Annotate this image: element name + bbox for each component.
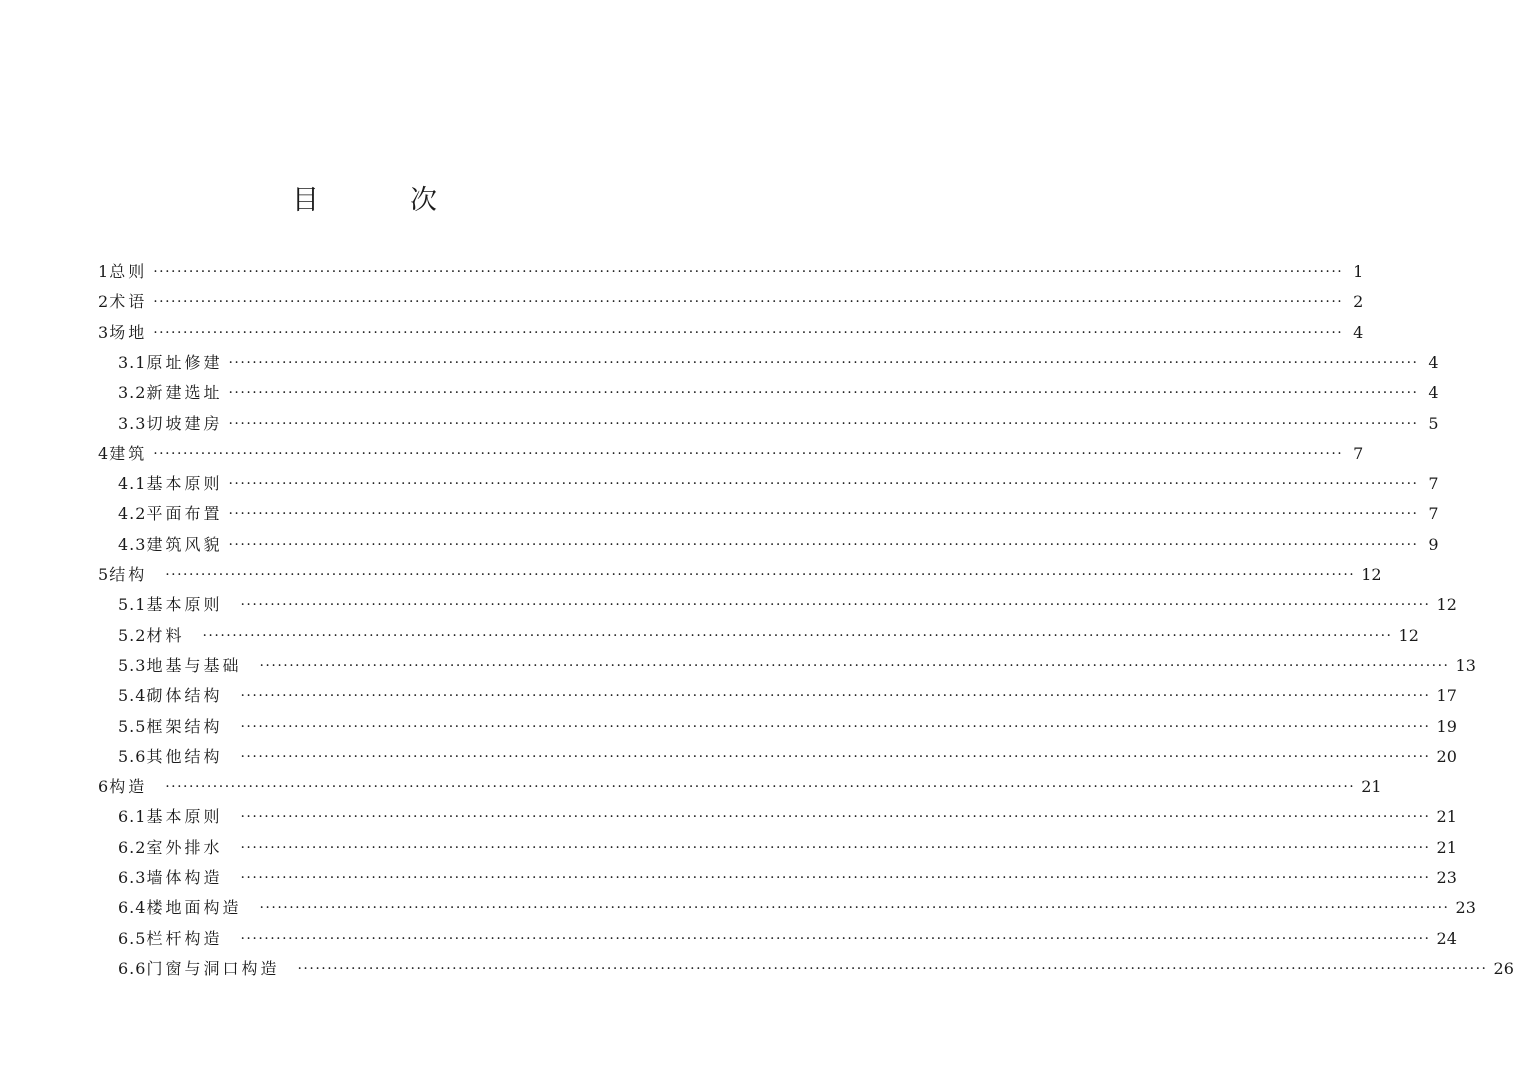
toc-entry-title: 建筑风貌	[146, 534, 223, 554]
toc-entry-page: 26	[1493, 958, 1514, 978]
toc-leader-dots: ········································································································································································································	[165, 779, 1356, 796]
toc-entry-title: 室外排水	[146, 837, 223, 857]
toc-entry[interactable]	[118, 863, 1457, 893]
toc-entry[interactable]	[118, 954, 1514, 984]
toc-entry-number: 6.6	[118, 958, 147, 978]
toc-entry-number: 4.3	[118, 534, 147, 554]
toc-entry-title: 结构	[109, 565, 148, 584]
toc-entry-page: 1	[1353, 262, 1364, 281]
toc-entry-page: 24	[1436, 928, 1457, 948]
toc-entry-number: 5.4	[118, 686, 147, 706]
toc-leader-dots: ········································································································································································································	[240, 839, 1431, 856]
toc-leader-dots: ········································································································································································································	[228, 385, 1419, 402]
toc-entry-title: 材料	[146, 625, 185, 645]
toc-leader-dots: ········································································································································································································	[228, 354, 1419, 371]
toc-entry[interactable]	[118, 348, 1439, 378]
toc-entry-page: 12	[1436, 595, 1457, 615]
toc-entry[interactable]	[98, 439, 1364, 469]
toc-leader-dots: ········································································································································································································	[153, 324, 1344, 341]
toc-leader-dots: ········································································································································································································	[228, 476, 1419, 493]
toc-entry-page: 4	[1428, 352, 1439, 372]
toc-entry-title: 切坡建房	[146, 413, 223, 433]
toc-entry[interactable]	[98, 287, 1364, 317]
toc-leader-dots: ········································································································································································································	[259, 657, 1450, 674]
toc-leader-dots: ········································································································································································································	[240, 748, 1431, 765]
toc-entry[interactable]	[118, 924, 1457, 954]
toc-entry-title: 新建选址	[146, 383, 223, 403]
toc-entry-page: 21	[1436, 837, 1457, 857]
toc-entry-page: 23	[1455, 898, 1476, 918]
toc-entry-number: 3.1	[118, 352, 147, 372]
toc-entry-page: 19	[1436, 716, 1457, 736]
toc-entry[interactable]	[118, 621, 1419, 651]
toc-entry-number: 5.6	[118, 746, 147, 766]
toc-entry-title: 总则	[109, 262, 148, 281]
toc-entry[interactable]	[98, 257, 1364, 287]
toc-entry[interactable]	[118, 499, 1439, 529]
toc-entry-number: 5.3	[118, 655, 147, 675]
toc-entry-page: 4	[1353, 322, 1364, 342]
toc-entry-page: 4	[1428, 383, 1439, 403]
toc-entry-number: 6.3	[118, 868, 147, 887]
toc-entry-title: 原址修建	[146, 352, 223, 372]
toc-entry[interactable]	[118, 893, 1476, 923]
toc-entry-title: 墙体构造	[146, 868, 223, 887]
toc-entry-page: 13	[1455, 655, 1476, 675]
toc-entry-page: 7	[1353, 443, 1364, 463]
toc-entry[interactable]	[98, 318, 1364, 348]
toc-entry-page: 20	[1436, 746, 1457, 766]
toc-leader-dots: ········································································································································································································	[153, 294, 1344, 311]
toc-entry-number: 6.1	[118, 807, 147, 827]
toc-leader-dots: ········································································································································································································	[240, 688, 1431, 705]
toc-entry-title: 基本原则	[146, 474, 223, 494]
toc-entry-number: 5	[98, 565, 110, 584]
toc-leader-dots: ········································································································································································································	[240, 718, 1431, 735]
toc-entry-number: 5.1	[118, 595, 147, 615]
toc-entry-page: 5	[1428, 413, 1439, 433]
toc-entry[interactable]	[118, 712, 1457, 742]
toc-leader-dots: ········································································································································································································	[228, 415, 1419, 432]
toc-entry-number: 3.3	[118, 413, 147, 433]
toc-entry[interactable]	[118, 742, 1457, 772]
toc-entry-title: 砌体结构	[146, 686, 223, 706]
toc-entry-number: 5.2	[118, 625, 147, 645]
toc-entry-title: 场地	[109, 322, 148, 342]
toc-entry-title: 其他结构	[146, 746, 223, 766]
toc-entry-title: 基本原则	[146, 595, 223, 615]
toc-leader-dots: ········································································································································································································	[240, 870, 1431, 886]
toc-entry-number: 2	[98, 292, 110, 312]
toc-entry-number: 5.5	[118, 716, 147, 736]
toc-entry-number: 3.2	[118, 383, 147, 403]
toc-entry-number: 6.4	[118, 898, 147, 918]
toc-entry-title: 术语	[109, 292, 148, 312]
toc-entry[interactable]	[118, 651, 1476, 681]
toc-entry-title: 建筑	[109, 443, 148, 463]
toc-leader-dots: ········································································································································································································	[202, 627, 1393, 644]
page-title: 目 次	[292, 185, 469, 216]
toc-entry-page: 12	[1361, 565, 1382, 584]
toc-entry[interactable]	[98, 772, 1382, 802]
toc-leader-dots: ········································································································································································································	[228, 536, 1419, 553]
toc-entry-page: 7	[1428, 504, 1439, 524]
toc-entry-page: 17	[1436, 686, 1457, 706]
toc-entry[interactable]	[118, 469, 1439, 499]
toc-entry-number: 6.5	[118, 928, 147, 948]
toc-entry[interactable]	[118, 833, 1457, 863]
toc-leader-dots: ········································································································································································································	[228, 506, 1419, 523]
toc-entry-title: 框架结构	[146, 716, 223, 736]
toc-leader-dots: ········································································································································································································	[165, 567, 1356, 583]
toc-entry[interactable]	[98, 560, 1382, 590]
toc-leader-dots: ········································································································································································································	[153, 264, 1344, 280]
toc-entry-page: 9	[1428, 534, 1439, 554]
toc-entry-number: 4.2	[118, 504, 147, 524]
toc-entry-page: 21	[1361, 777, 1382, 797]
toc-entry-title: 楼地面构造	[146, 898, 242, 918]
toc-entry-title: 平面布置	[146, 504, 223, 524]
toc-entry-title: 门窗与洞口构造	[146, 958, 280, 978]
toc-leader-dots: ········································································································································································································	[297, 960, 1488, 977]
toc-entry[interactable]	[118, 378, 1439, 408]
toc-entry-title: 基本原则	[146, 807, 223, 827]
toc-entry-number: 1	[98, 262, 110, 281]
toc-leader-dots: ········································································································································································································	[240, 930, 1431, 947]
toc-entry[interactable]	[118, 530, 1439, 560]
toc-entry-number: 3	[98, 322, 110, 342]
toc-entry-page: 12	[1398, 625, 1419, 645]
toc-entry-page: 2	[1353, 292, 1364, 312]
toc-leader-dots: ········································································································································································································	[259, 900, 1450, 917]
toc-entry-page: 23	[1436, 868, 1457, 887]
toc-entry[interactable]	[118, 681, 1457, 711]
toc-entry-page: 21	[1436, 807, 1457, 827]
toc-entry-page: 7	[1428, 474, 1439, 494]
toc-entry[interactable]	[118, 409, 1439, 439]
toc-entry-title: 地基与基础	[146, 655, 242, 675]
toc-leader-dots: ········································································································································································································	[240, 809, 1431, 826]
toc-entry-title: 栏杆构造	[146, 928, 223, 948]
toc-entry-title: 构造	[109, 777, 148, 797]
toc-entry-number: 6.2	[118, 837, 147, 857]
toc-entry-number: 6	[98, 777, 110, 797]
toc-entry[interactable]	[118, 590, 1457, 620]
toc-entry-number: 4	[98, 443, 110, 463]
toc-leader-dots: ········································································································································································································	[153, 445, 1344, 462]
toc-leader-dots: ········································································································································································································	[240, 597, 1431, 614]
toc-entry-number: 4.1	[118, 474, 147, 494]
toc-entry[interactable]	[118, 802, 1457, 832]
